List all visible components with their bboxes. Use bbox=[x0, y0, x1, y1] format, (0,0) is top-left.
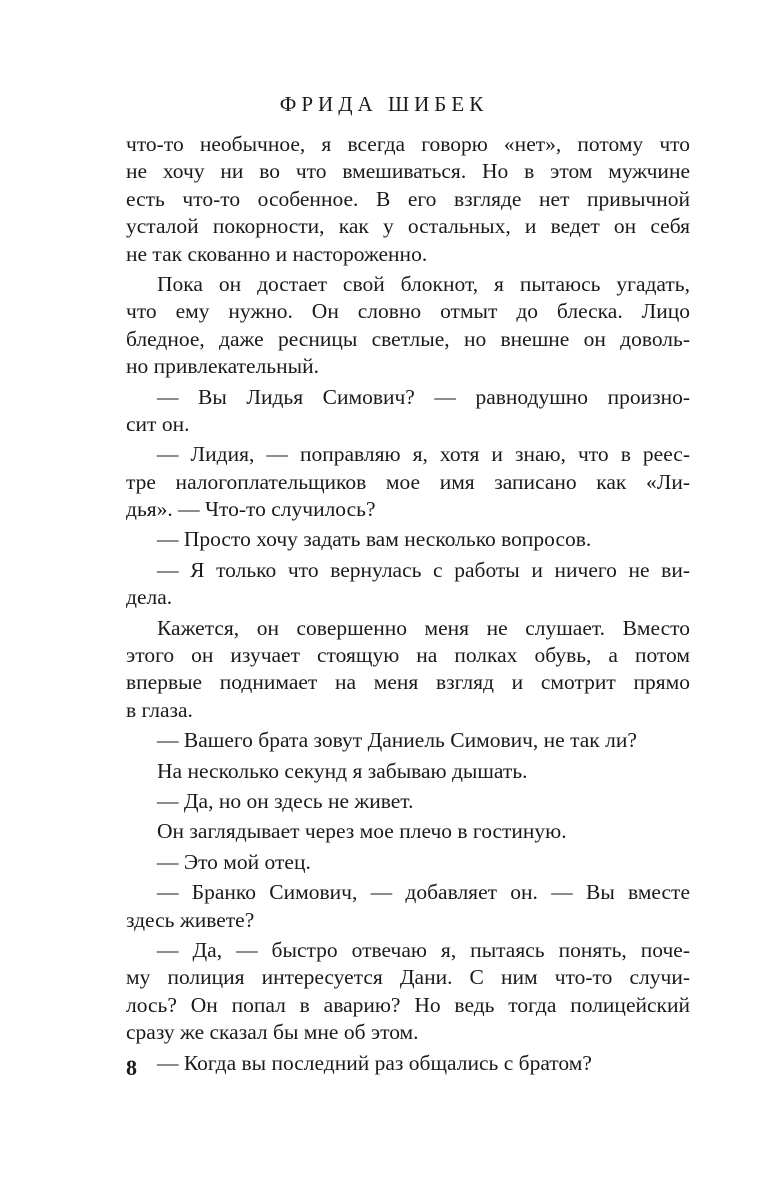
text-line: — Я только что вернулась с работы и ничего не ви- bbox=[157, 557, 690, 582]
text-line: — Когда вы последний раз общались с братом? bbox=[157, 1050, 592, 1075]
text-line: На несколько секунд я забываю дышать. bbox=[157, 758, 528, 783]
text-line: в глаза. bbox=[126, 697, 193, 722]
text-line: этого он изучает стоящую на полках обувь, а потом bbox=[126, 643, 690, 668]
text-line: Пока он достает свой блокнот, я пытаюсь угадать, bbox=[157, 271, 690, 296]
text-line: дья». — Что-то случилось? bbox=[126, 497, 376, 522]
text-line: не хочу ни во что вмешиваться. Но в этом мужчине bbox=[126, 159, 690, 184]
text-line: что ему нужно. Он словно отмыт до блеска. Лицо bbox=[126, 299, 690, 324]
text-line: усталой покорности, как у остальных, и ведет он себя bbox=[126, 214, 690, 239]
text-line: — Да, но он здесь не живет. bbox=[157, 788, 414, 813]
page-number: 8 bbox=[126, 1055, 137, 1080]
text-line: дела. bbox=[126, 585, 173, 610]
text-line: — Да, — быстро отвечаю я, пытаясь понять, поче- bbox=[157, 937, 690, 962]
running-head: ФРИДА ШИБЕК bbox=[279, 92, 489, 116]
text-line: сит он. bbox=[126, 411, 190, 436]
text-line: — Бранко Симович, — добавляет он. — Вы вместе bbox=[157, 880, 690, 905]
text-line: Он заглядывает через мое плечо в гостиную. bbox=[157, 819, 567, 844]
text-line: что-то необычное, я всегда говорю «нет», потому что bbox=[126, 132, 690, 156]
body-text bbox=[126, 131, 690, 1077]
text-line: тре налогоплательщиков мое имя записано как «Ли- bbox=[126, 469, 690, 494]
text-line: — Просто хочу задать вам несколько вопросов. bbox=[157, 527, 592, 552]
text-line: впервые поднимает на меня взгляд и смотрит прямо bbox=[126, 670, 690, 695]
text-line: не так скованно и настороженно. bbox=[126, 241, 428, 266]
text-line: Кажется, он совершенно меня не слушает. Вместо bbox=[157, 615, 690, 640]
text-line: — Вы Лидья Симович? — равнодушно произно- bbox=[157, 384, 690, 409]
text-line: сразу же сказал бы мне об этом. bbox=[126, 1020, 419, 1045]
text-line: — Лидия, — поправляю я, хотя и знаю, что в реес- bbox=[157, 442, 690, 467]
text-line: здесь живете? bbox=[126, 907, 255, 932]
text-line: бледное, даже ресницы светлые, но внешне он доволь- bbox=[126, 326, 690, 351]
text-line: — Это мой отец. bbox=[157, 849, 311, 874]
text-line: лось? Он попал в аварию? Но ведь тогда полицейский bbox=[126, 992, 690, 1017]
text-line: есть что-то особенное. В его взгляде нет привычной bbox=[126, 186, 690, 211]
text-line: му полиция интересуется Дани. С ним что-то случи- bbox=[126, 965, 690, 990]
text-line: — Вашего брата зовут Даниель Симович, не так ли? bbox=[157, 728, 637, 753]
text-line: но привлекательный. bbox=[126, 354, 319, 379]
